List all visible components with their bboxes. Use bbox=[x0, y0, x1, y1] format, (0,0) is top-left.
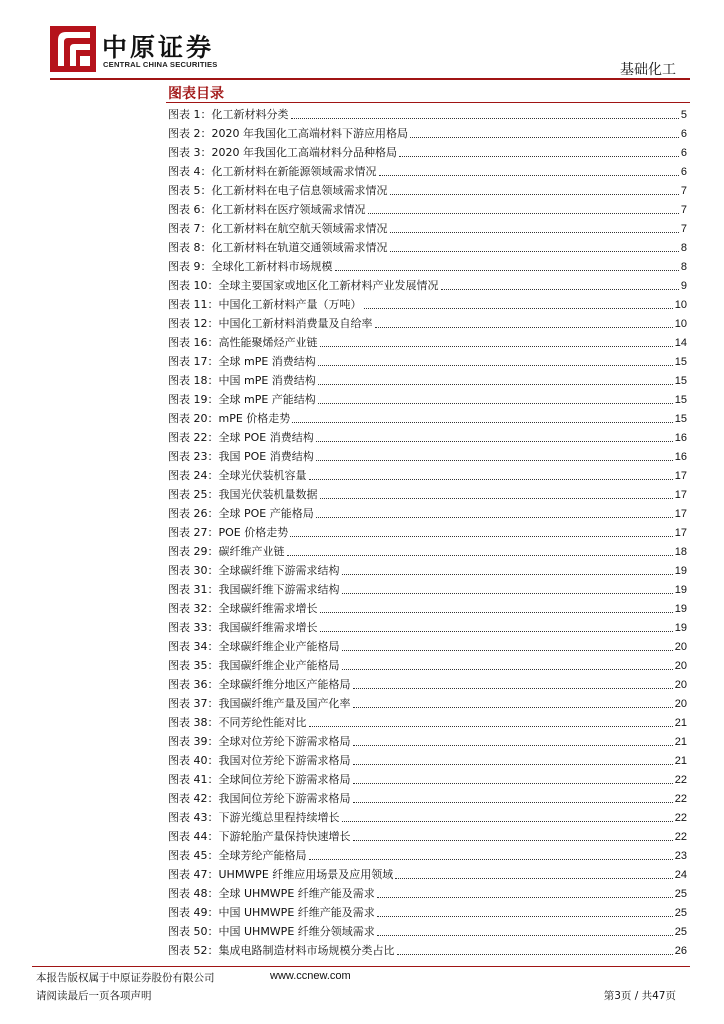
toc-dot-leader bbox=[353, 802, 673, 803]
page-header bbox=[0, 0, 724, 80]
toc-entry-page: 20 bbox=[674, 698, 687, 710]
toc-list bbox=[168, 104, 687, 959]
toc-dot-leader bbox=[353, 745, 673, 746]
toc-dot-leader bbox=[309, 859, 673, 860]
toc-entry-label: 图表 2：2020 年我国化工高端材料下游应用格局 bbox=[168, 127, 408, 140]
toc-entry[interactable] bbox=[168, 940, 687, 959]
toc-entry-label: 图表 48：全球 UHMWPE 纤维产能及需求 bbox=[168, 887, 375, 900]
toc-entry[interactable] bbox=[168, 750, 687, 769]
toc-entry[interactable] bbox=[168, 883, 687, 902]
toc-dot-leader bbox=[395, 878, 672, 879]
toc-entry[interactable] bbox=[168, 218, 687, 237]
toc-entry-page: 21 bbox=[674, 736, 687, 748]
toc-entry[interactable] bbox=[168, 617, 687, 636]
toc-title: 图表目录 bbox=[168, 86, 224, 102]
toc-entry-label: 图表 41：全球间位芳纶下游需求格局 bbox=[168, 773, 351, 786]
toc-entry-label: 图表 10：全球主要国家或地区化工新材料产业发展情况 bbox=[168, 279, 439, 292]
toc-entry[interactable] bbox=[168, 693, 687, 712]
toc-entry-page: 25 bbox=[674, 888, 687, 900]
toc-entry-page: 7 bbox=[680, 223, 687, 235]
toc-entry-page: 6 bbox=[680, 166, 687, 178]
toc-entry-label: 图表 43：下游光缆总里程持续增长 bbox=[168, 811, 340, 824]
toc-entry-label: 图表 20：mPE 价格走势 bbox=[168, 412, 291, 425]
toc-entry-page: 20 bbox=[674, 641, 687, 653]
toc-entry-label: 图表 26：全球 POE 产能格局 bbox=[168, 507, 314, 520]
toc-entry-page: 15 bbox=[674, 394, 687, 406]
toc-dot-leader bbox=[292, 422, 672, 423]
toc-entry-page: 20 bbox=[674, 660, 687, 672]
toc-dot-leader bbox=[320, 612, 673, 613]
toc-entry-page: 8 bbox=[680, 261, 687, 273]
toc-dot-leader bbox=[397, 954, 673, 955]
toc-entry-page: 16 bbox=[674, 432, 687, 444]
toc-entry[interactable] bbox=[168, 788, 687, 807]
toc-entry-label: 图表 36：全球碳纤维分地区产能格局 bbox=[168, 678, 351, 691]
toc-entry[interactable] bbox=[168, 636, 687, 655]
toc-entry-label: 图表 7：化工新材料在航空航天领域需求情况 bbox=[168, 222, 388, 235]
toc-entry[interactable] bbox=[168, 332, 687, 351]
toc-entry-page: 26 bbox=[674, 945, 687, 957]
toc-entry-page: 17 bbox=[674, 508, 687, 520]
toc-entry-page: 5 bbox=[680, 109, 687, 121]
toc-entry[interactable] bbox=[168, 142, 687, 161]
toc-entry-label: 图表 3：2020 年我国化工高端材料分品种格局 bbox=[168, 146, 397, 159]
toc-entry-page: 20 bbox=[674, 679, 687, 691]
toc-dot-leader bbox=[342, 821, 673, 822]
toc-entry-label: 图表 18：中国 mPE 消费结构 bbox=[168, 374, 316, 387]
toc-entry[interactable] bbox=[168, 199, 687, 218]
toc-entry-label: 图表 35：我国碳纤维企业产能格局 bbox=[168, 659, 340, 672]
toc-dot-leader bbox=[390, 194, 679, 195]
toc-entry[interactable] bbox=[168, 446, 687, 465]
toc-dot-leader bbox=[320, 498, 673, 499]
toc-entry[interactable] bbox=[168, 845, 687, 864]
toc-entry-label: 图表 31：我国碳纤维下游需求结构 bbox=[168, 583, 340, 596]
toc-dot-leader bbox=[309, 479, 673, 480]
toc-entry[interactable] bbox=[168, 731, 687, 750]
toc-entry-page: 21 bbox=[674, 755, 687, 767]
toc-entry-label: 图表 42：我国间位芳纶下游需求格局 bbox=[168, 792, 351, 805]
toc-entry-page: 10 bbox=[674, 299, 687, 311]
toc-dot-leader bbox=[320, 346, 673, 347]
toc-dot-leader bbox=[316, 441, 673, 442]
toc-dot-leader bbox=[342, 650, 673, 651]
toc-entry-label: 图表 1：化工新材料分类 bbox=[168, 108, 289, 121]
toc-dot-leader bbox=[287, 555, 673, 556]
toc-entry[interactable] bbox=[168, 902, 687, 921]
toc-entry[interactable] bbox=[168, 465, 687, 484]
toc-entry-page: 17 bbox=[674, 527, 687, 539]
toc-entry[interactable] bbox=[168, 237, 687, 256]
toc-dot-leader bbox=[353, 688, 673, 689]
toc-dot-leader bbox=[353, 840, 673, 841]
toc-entry-page: 25 bbox=[674, 907, 687, 919]
toc-dot-leader bbox=[399, 156, 679, 157]
toc-entry[interactable] bbox=[168, 541, 687, 560]
toc-entry-label: 图表 32：全球碳纤维需求增长 bbox=[168, 602, 318, 615]
toc-dot-leader bbox=[390, 251, 679, 252]
toc-entry[interactable] bbox=[168, 313, 687, 332]
toc-entry-page: 22 bbox=[674, 812, 687, 824]
toc-entry-label: 图表 22：全球 POE 消费结构 bbox=[168, 431, 314, 444]
toc-entry-label: 图表 33：我国碳纤维需求增长 bbox=[168, 621, 318, 634]
company-logo bbox=[50, 26, 240, 74]
toc-entry-page: 17 bbox=[674, 489, 687, 501]
toc-entry[interactable] bbox=[168, 408, 687, 427]
toc-entry[interactable] bbox=[168, 180, 687, 199]
toc-entry-page: 23 bbox=[674, 850, 687, 862]
toc-entry-page: 16 bbox=[674, 451, 687, 463]
toc-entry-page: 19 bbox=[674, 565, 687, 577]
toc-entry-label: 图表 50：中国 UHMWPE 纤维分领域需求 bbox=[168, 925, 375, 938]
toc-entry-label: 图表 23：我国 POE 消费结构 bbox=[168, 450, 314, 463]
toc-entry-page: 19 bbox=[674, 622, 687, 634]
toc-entry[interactable] bbox=[168, 674, 687, 693]
toc-entry-label: 图表 8：化工新材料在轨道交通领域需求情况 bbox=[168, 241, 388, 254]
toc-entry-label: 图表 39：全球对位芳纶下游需求格局 bbox=[168, 735, 351, 748]
toc-entry-label: 图表 52：集成电路制造材料市场规模分类占比 bbox=[168, 944, 395, 957]
toc-entry[interactable] bbox=[168, 351, 687, 370]
toc-entry-page: 6 bbox=[680, 128, 687, 140]
toc-entry-page: 9 bbox=[680, 280, 687, 292]
toc-dot-leader bbox=[290, 536, 673, 537]
toc-entry[interactable] bbox=[168, 256, 687, 275]
toc-entry-label: 图表 16：高性能聚烯烃产业链 bbox=[168, 336, 318, 349]
toc-entry-label: 图表 34：全球碳纤维企业产能格局 bbox=[168, 640, 340, 653]
footer-copyright: 本报告版权属于中原证券股份有限公司 bbox=[36, 972, 215, 984]
toc-dot-leader bbox=[342, 593, 673, 594]
toc-dot-leader bbox=[379, 175, 679, 176]
section-title: 基础化工 bbox=[620, 62, 676, 78]
toc-entry[interactable] bbox=[168, 921, 687, 940]
toc-entry-label: 图表 38：不同芳纶性能对比 bbox=[168, 716, 307, 729]
toc-entry-page: 21 bbox=[674, 717, 687, 729]
toc-entry-label: 图表 9：全球化工新材料市场规模 bbox=[168, 260, 333, 273]
toc-entry[interactable] bbox=[168, 503, 687, 522]
toc-dot-leader bbox=[342, 574, 673, 575]
toc-entry-page: 15 bbox=[674, 375, 687, 387]
logo-mark-icon bbox=[50, 26, 96, 72]
toc-entry-page: 19 bbox=[674, 584, 687, 596]
toc-dot-leader bbox=[377, 935, 673, 936]
toc-entry[interactable] bbox=[168, 712, 687, 731]
toc-dot-leader bbox=[410, 137, 679, 138]
toc-dot-leader bbox=[316, 517, 673, 518]
toc-dot-leader bbox=[318, 403, 673, 404]
toc-dot-leader bbox=[377, 916, 673, 917]
toc-dot-leader bbox=[377, 897, 673, 898]
toc-entry-label: 图表 27：POE 价格走势 bbox=[168, 526, 289, 539]
toc-title-divider bbox=[166, 102, 690, 103]
logo-chinese-name: 中原证券 bbox=[102, 33, 215, 62]
toc-entry[interactable] bbox=[168, 275, 687, 294]
toc-entry[interactable] bbox=[168, 807, 687, 826]
toc-dot-leader bbox=[342, 669, 673, 670]
footer-website-link[interactable]: www.ccnew.com bbox=[270, 970, 351, 982]
toc-entry-page: 8 bbox=[680, 242, 687, 254]
toc-entry[interactable] bbox=[168, 123, 687, 142]
page-number: 第3页 / 共47页 bbox=[603, 990, 676, 1002]
toc-entry[interactable] bbox=[168, 427, 687, 446]
toc-entry-page: 19 bbox=[674, 603, 687, 615]
header-divider bbox=[50, 78, 690, 80]
toc-entry[interactable] bbox=[168, 579, 687, 598]
toc-entry[interactable] bbox=[168, 294, 687, 313]
toc-entry-page: 22 bbox=[674, 793, 687, 805]
toc-entry-label: 图表 30：全球碳纤维下游需求结构 bbox=[168, 564, 340, 577]
toc-entry-label: 图表 5：化工新材料在电子信息领域需求情况 bbox=[168, 184, 388, 197]
toc-entry-label: 图表 19：全球 mPE 产能结构 bbox=[168, 393, 316, 406]
toc-entry[interactable] bbox=[168, 370, 687, 389]
toc-entry[interactable] bbox=[168, 769, 687, 788]
toc-entry-page: 18 bbox=[674, 546, 687, 558]
toc-entry[interactable] bbox=[168, 104, 687, 123]
toc-entry-label: 图表 37：我国碳纤维产量及国产化率 bbox=[168, 697, 351, 710]
toc-dot-leader bbox=[353, 707, 673, 708]
toc-entry-page: 15 bbox=[674, 356, 687, 368]
toc-entry-page: 22 bbox=[674, 831, 687, 843]
toc-entry-label: 图表 17：全球 mPE 消费结构 bbox=[168, 355, 316, 368]
toc-dot-leader bbox=[375, 327, 673, 328]
toc-dot-leader bbox=[318, 384, 673, 385]
logo-english-name: CENTRAL CHINA SECURITIES bbox=[103, 60, 218, 69]
toc-entry[interactable] bbox=[168, 560, 687, 579]
toc-entry[interactable] bbox=[168, 826, 687, 845]
toc-entry-label: 图表 25：我国光伏装机量数据 bbox=[168, 488, 318, 501]
toc-entry-label: 图表 4：化工新材料在新能源领域需求情况 bbox=[168, 165, 377, 178]
toc-entry[interactable] bbox=[168, 389, 687, 408]
toc-entry-page: 22 bbox=[674, 774, 687, 786]
toc-entry-page: 14 bbox=[674, 337, 687, 349]
toc-dot-leader bbox=[320, 631, 673, 632]
toc-entry[interactable] bbox=[168, 864, 687, 883]
toc-dot-leader bbox=[291, 118, 679, 119]
toc-dot-leader bbox=[353, 764, 673, 765]
toc-entry-page: 15 bbox=[674, 413, 687, 425]
toc-dot-leader bbox=[364, 308, 673, 309]
footer-divider bbox=[32, 966, 690, 967]
toc-entry-page: 7 bbox=[680, 204, 687, 216]
toc-dot-leader bbox=[441, 289, 679, 290]
toc-entry[interactable] bbox=[168, 484, 687, 503]
toc-entry-page: 24 bbox=[674, 869, 687, 881]
toc-entry-page: 17 bbox=[674, 470, 687, 482]
toc-entry[interactable] bbox=[168, 522, 687, 541]
toc-entry-page: 10 bbox=[674, 318, 687, 330]
toc-dot-leader bbox=[309, 726, 673, 727]
toc-entry-page: 7 bbox=[680, 185, 687, 197]
toc-dot-leader bbox=[368, 213, 679, 214]
toc-dot-leader bbox=[353, 783, 673, 784]
toc-entry-label: 图表 29：碳纤维产业链 bbox=[168, 545, 285, 558]
toc-entry-label: 图表 45：全球芳纶产能格局 bbox=[168, 849, 307, 862]
toc-entry-page: 25 bbox=[674, 926, 687, 938]
toc-dot-leader bbox=[316, 460, 673, 461]
toc-entry-label: 图表 44：下游轮胎产量保持快速增长 bbox=[168, 830, 351, 843]
toc-entry[interactable] bbox=[168, 161, 687, 180]
toc-entry-label: 图表 40：我国对位芳纶下游需求格局 bbox=[168, 754, 351, 767]
toc-dot-leader bbox=[390, 232, 679, 233]
toc-entry[interactable] bbox=[168, 655, 687, 674]
toc-entry-label: 图表 6：化工新材料在医疗领域需求情况 bbox=[168, 203, 366, 216]
toc-entry-page: 6 bbox=[680, 147, 687, 159]
toc-entry-label: 图表 12：中国化工新材料消费量及自给率 bbox=[168, 317, 373, 330]
toc-dot-leader bbox=[318, 365, 673, 366]
toc-entry-label: 图表 47：UHMWPE 纤维应用场景及应用领域 bbox=[168, 868, 394, 881]
toc-entry-label: 图表 49：中国 UHMWPE 纤维产能及需求 bbox=[168, 906, 375, 919]
toc-entry-label: 图表 24：全球光伏装机容量 bbox=[168, 469, 307, 482]
toc-entry[interactable] bbox=[168, 598, 687, 617]
footer-disclaimer: 请阅读最后一页各项声明 bbox=[36, 990, 152, 1002]
toc-entry-label: 图表 11：中国化工新材料产量（万吨） bbox=[168, 298, 362, 311]
toc-dot-leader bbox=[335, 270, 679, 271]
